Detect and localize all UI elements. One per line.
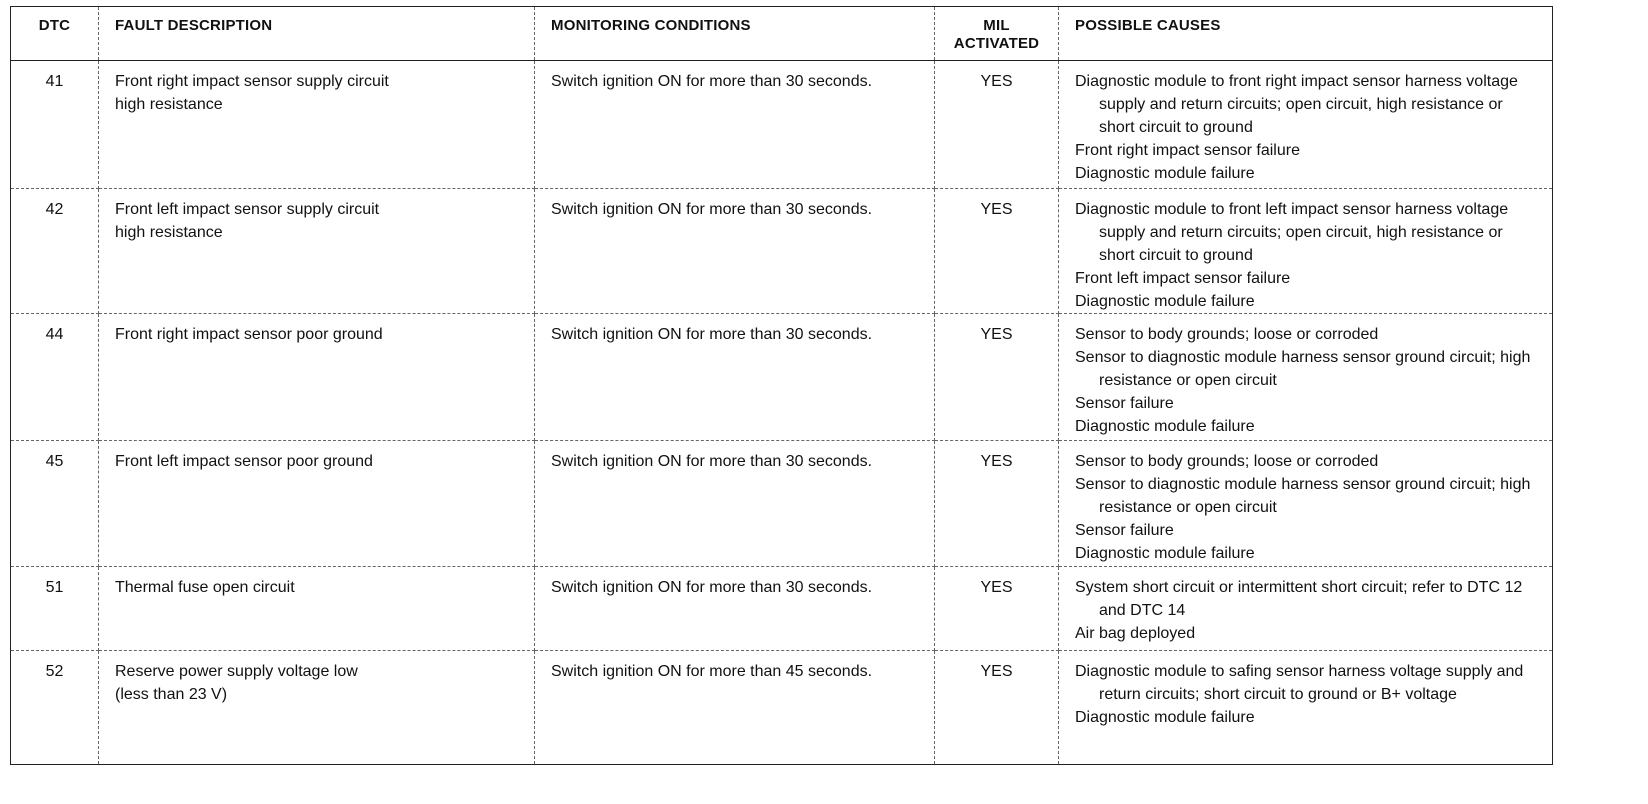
cause-item: Sensor to diagnostic module harness sensor ground circuit; high resistance or open circuit <box>1075 476 1531 516</box>
fault-line2: high resistance <box>115 96 223 113</box>
possible-causes <box>1059 441 1553 567</box>
dtc-code: 41 <box>11 61 99 189</box>
cause-item: Diagnostic module failure <box>1075 293 1255 310</box>
header-row <box>11 7 1553 61</box>
table-row <box>11 189 1553 314</box>
cause-list <box>1075 198 1540 313</box>
header-mil-line2: ACTIVATED <box>953 35 1040 52</box>
cause-item: Diagnostic module failure <box>1075 418 1255 435</box>
possible-causes <box>1059 189 1553 314</box>
cause-item: Sensor failure <box>1075 395 1174 412</box>
cause-item: Diagnostic module failure <box>1075 545 1255 562</box>
monitoring-conditions: Switch ignition ON for more than 30 seconds. <box>535 314 935 441</box>
cause-item: Diagnostic module failure <box>1075 165 1255 182</box>
dtc-table <box>10 6 1553 765</box>
cause-list <box>1075 576 1540 645</box>
mil-activated: YES <box>935 567 1059 651</box>
cause-item: Sensor to diagnostic module harness sensor ground circuit; high resistance or open circuit <box>1075 349 1531 389</box>
fault-description <box>99 651 535 765</box>
dtc-code: 52 <box>11 651 99 765</box>
cause-item: Sensor to body grounds; loose or corroded <box>1075 453 1379 470</box>
fault-description: Front left impact sensor poor ground <box>99 441 535 567</box>
cause-item: Front left impact sensor failure <box>1075 270 1291 287</box>
dtc-code: 45 <box>11 441 99 567</box>
monitoring-conditions: Switch ignition ON for more than 30 seconds. <box>535 441 935 567</box>
fault-description: Front right impact sensor poor ground <box>99 314 535 441</box>
mil-activated: YES <box>935 651 1059 765</box>
table-row <box>11 61 1553 189</box>
dtc-code: 42 <box>11 189 99 314</box>
possible-causes <box>1059 651 1553 765</box>
table-row <box>11 567 1553 651</box>
cause-item: Front right impact sensor failure <box>1075 142 1300 159</box>
cause-item: Diagnostic module failure <box>1075 709 1255 726</box>
header-mil-line1: MIL <box>983 17 1010 34</box>
dtc-code: 44 <box>11 314 99 441</box>
dtc-code: 51 <box>11 567 99 651</box>
fault-description <box>99 61 535 189</box>
cause-item: Diagnostic module to front left impact sensor harness voltage supply and return circuits; open circuit, high resistance or short circuit to ground <box>1075 201 1509 264</box>
possible-causes <box>1059 567 1553 651</box>
cause-item: Air bag deployed <box>1075 625 1196 642</box>
table-row <box>11 441 1553 567</box>
cause-item: Diagnostic module to front right impact sensor harness voltage supply and return circuits; open circuit, high resistance or short circuit to ground <box>1075 73 1518 136</box>
cause-list <box>1075 323 1540 438</box>
header-possible-causes: POSSIBLE CAUSES <box>1059 7 1553 61</box>
fault-line1: Reserve power supply voltage low <box>115 663 358 680</box>
table-row <box>11 651 1553 765</box>
table-row <box>11 314 1553 441</box>
cause-list <box>1075 660 1540 729</box>
cause-item: Sensor failure <box>1075 522 1174 539</box>
mil-activated: YES <box>935 189 1059 314</box>
header-fault-description: FAULT DESCRIPTION <box>99 7 535 61</box>
header-monitoring-conditions: MONITORING CONDITIONS <box>535 7 935 61</box>
fault-line1: Front left impact sensor supply circuit <box>115 201 380 218</box>
fault-description <box>99 189 535 314</box>
cause-item: Diagnostic module to safing sensor harness voltage supply and return circuits; short circuit to ground or B+ voltage <box>1075 663 1524 703</box>
monitoring-conditions: Switch ignition ON for more than 30 seconds. <box>535 189 935 314</box>
possible-causes <box>1059 61 1553 189</box>
cause-item: System short circuit or intermittent short circuit; refer to DTC 12 and DTC 14 <box>1075 579 1523 619</box>
fault-line1: Front right impact sensor supply circuit <box>115 73 389 90</box>
header-mil-activated <box>935 7 1059 61</box>
header-dtc: DTC <box>11 7 99 61</box>
cause-list <box>1075 70 1540 185</box>
monitoring-conditions: Switch ignition ON for more than 30 seconds. <box>535 567 935 651</box>
fault-line2: high resistance <box>115 224 223 241</box>
mil-activated: YES <box>935 441 1059 567</box>
possible-causes <box>1059 314 1553 441</box>
fault-description: Thermal fuse open circuit <box>99 567 535 651</box>
monitoring-conditions: Switch ignition ON for more than 45 seconds. <box>535 651 935 765</box>
monitoring-conditions: Switch ignition ON for more than 30 seconds. <box>535 61 935 189</box>
mil-activated: YES <box>935 314 1059 441</box>
cause-item: Sensor to body grounds; loose or corroded <box>1075 326 1379 343</box>
cause-list <box>1075 450 1540 565</box>
fault-line2: (less than 23 V) <box>115 686 228 703</box>
mil-activated: YES <box>935 61 1059 189</box>
